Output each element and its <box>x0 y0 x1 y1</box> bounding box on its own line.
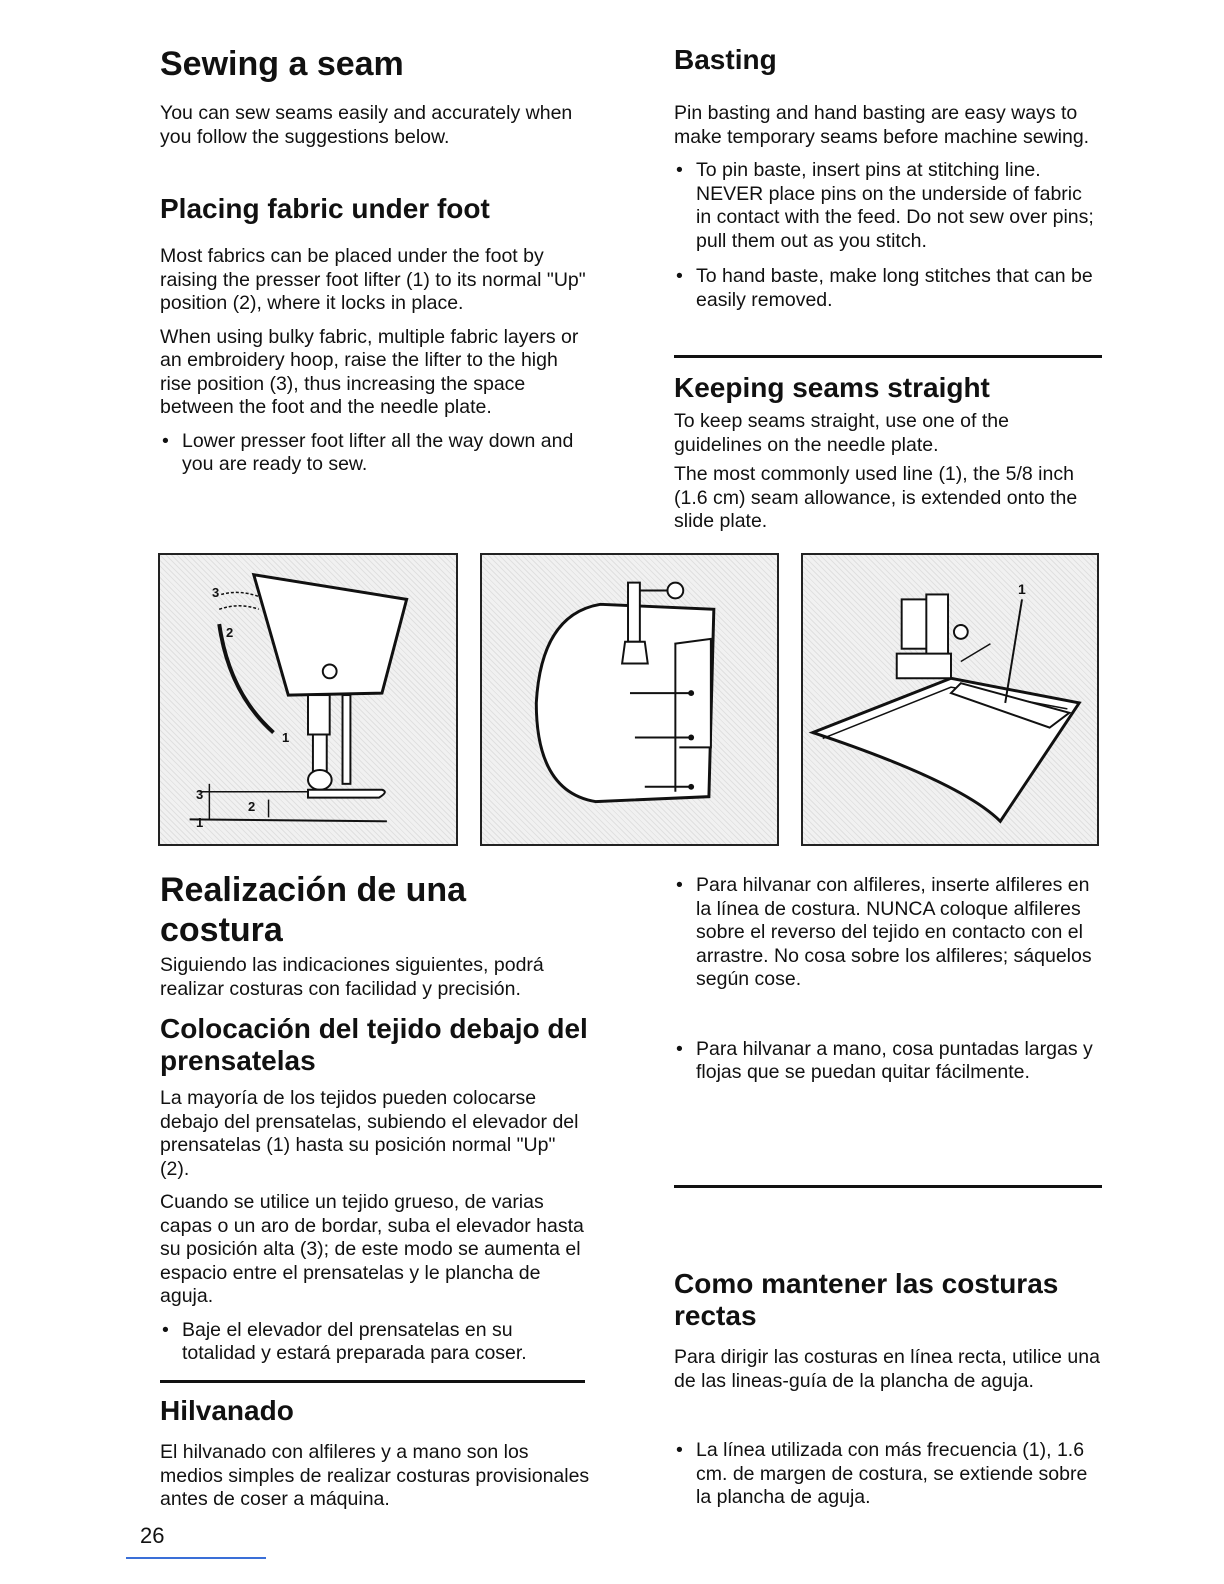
fig1-label-2-bottom: 2 <box>248 799 256 814</box>
basting-heading: Basting <box>674 44 777 75</box>
straight-paragraph-2: The most commonly used line (1), the 5/8 inch (1.6 cm) seam allowance, is extended onto the slide plate. <box>674 463 1078 532</box>
basting-bullet-2: • To hand baste, make long stitches that can be easily removed. <box>674 265 1102 312</box>
page-number: 26 <box>140 1523 165 1548</box>
spanish-straight-paragraph: Para dirigir las costuras en línea recta, utilice una de las lineas-guía de la plancha de aguja. <box>674 1346 1100 1392</box>
presser-foot-illustration <box>160 555 456 844</box>
spanish-placing-paragraph-2: Cuando se utilice un tejido grueso, de varias capas o un aro de bordar, suba el elevador hasta su posición alta (3); de este modo se aumenta el espacio entre el prensatelas y le plancha de aguja. <box>160 1191 584 1307</box>
placing-paragraph-1: Most fabrics can be placed under the foot by raising the presser foot lifter (1) to its normal "Up" position (2), where it locks in place. <box>160 245 586 314</box>
fig1-label-2-top: 2 <box>226 625 234 640</box>
hilvanado-section <box>160 1395 590 1512</box>
figure-seam-guide <box>801 553 1099 846</box>
fig1-label-1-bottom: 1 <box>196 815 204 830</box>
placing-heading: Placing fabric under foot <box>160 193 490 224</box>
placing-bullet: • Lower presser foot lifter all the way down and you are ready to sew. <box>160 430 590 477</box>
spanish-straight-section <box>674 1268 1102 1510</box>
spanish-right-column <box>674 874 1102 1085</box>
figure-pin-basting <box>480 553 779 846</box>
seam-guide-illustration <box>803 555 1097 844</box>
divider-rule <box>674 355 1102 358</box>
figure-presser-foot-lifter <box>158 553 458 846</box>
basting-paragraph: Pin basting and hand basting are easy ways to make temporary seams before machine sewing. <box>674 102 1090 148</box>
spanish-left-column <box>160 870 590 1366</box>
spanish-basting-bullet-2: • Para hilvanar a mano, cosa puntadas largas y flojas que se puedan quitar fácilmente. <box>674 1038 1102 1085</box>
fig1-label-1-top: 1 <box>282 730 290 745</box>
page-number-underline <box>126 1557 266 1559</box>
basting-bullet-1: • To pin baste, insert pins at stitching line. NEVER place pins on the underside of fabric in contact with the feed. Do not sew over pins; pull them out as you stitch. <box>674 159 1102 253</box>
spanish-title: Realización de una costura <box>160 871 467 949</box>
straight-section <box>674 372 1102 534</box>
english-left-column <box>160 44 590 477</box>
page-title: Sewing a seam <box>160 45 404 83</box>
spanish-basting-bullet-1: • Para hilvanar con alfileres, inserte alfileres en la línea de costura. NUNCA coloque alfileres sobre el reverso del tejido en contacto con el arrastre. No cosa sobre los alfileres; sáquelos según cose. <box>674 874 1102 992</box>
spanish-straight-heading: Como mantener las costuras rectas <box>674 1268 1059 1331</box>
spanish-placing-paragraph-1: La mayoría de los tejidos pueden colocarse debajo del prensatelas, subiendo el elevador del prensatelas (1) hasta su posición normal "Up" (2). <box>160 1087 579 1180</box>
spanish-straight-bullet: • La línea utilizada con más frecuencia (1), 1.6 cm. de margen de costura, se extiende sobre la plancha de aguja. <box>674 1439 1102 1510</box>
spanish-divider-left <box>160 1380 585 1383</box>
spanish-placing-bullet: • Baje el elevador del prensatelas en su totalidad y estará preparada para coser. <box>160 1319 590 1366</box>
hilvanado-heading: Hilvanado <box>160 1395 294 1426</box>
placing-paragraph-2: When using bulky fabric, multiple fabric layers or an embroidery hoop, raise the lifter to the high rise position (3), thus increasing the space between the foot and the needle plate. <box>160 325 579 418</box>
spanish-intro: Siguiendo las indicaciones siguientes, podrá realizar costuras con facilidad y precisión. <box>160 954 544 1000</box>
pin-basting-illustration <box>482 555 777 844</box>
straight-heading: Keeping seams straight <box>674 372 990 403</box>
intro-text: You can sew seams easily and accurately when you follow the suggestions below. <box>160 102 573 148</box>
spanish-placing-heading: Colocación del tejido debajo del prensatelas <box>160 1013 588 1076</box>
fig1-label-3-top: 3 <box>212 585 220 600</box>
fig1-label-3-bottom: 3 <box>196 787 204 802</box>
hilvanado-paragraph: El hilvanado con alfileres y a mano son los medios simples de realizar costuras provisionales antes de coser a máquina. <box>160 1441 590 1510</box>
fig3-label-1: 1 <box>1018 581 1026 597</box>
english-right-column <box>674 44 1102 312</box>
straight-paragraph-1: To keep seams straight, use one of the guidelines on the needle plate. <box>674 410 1009 456</box>
spanish-divider-right <box>674 1185 1102 1188</box>
